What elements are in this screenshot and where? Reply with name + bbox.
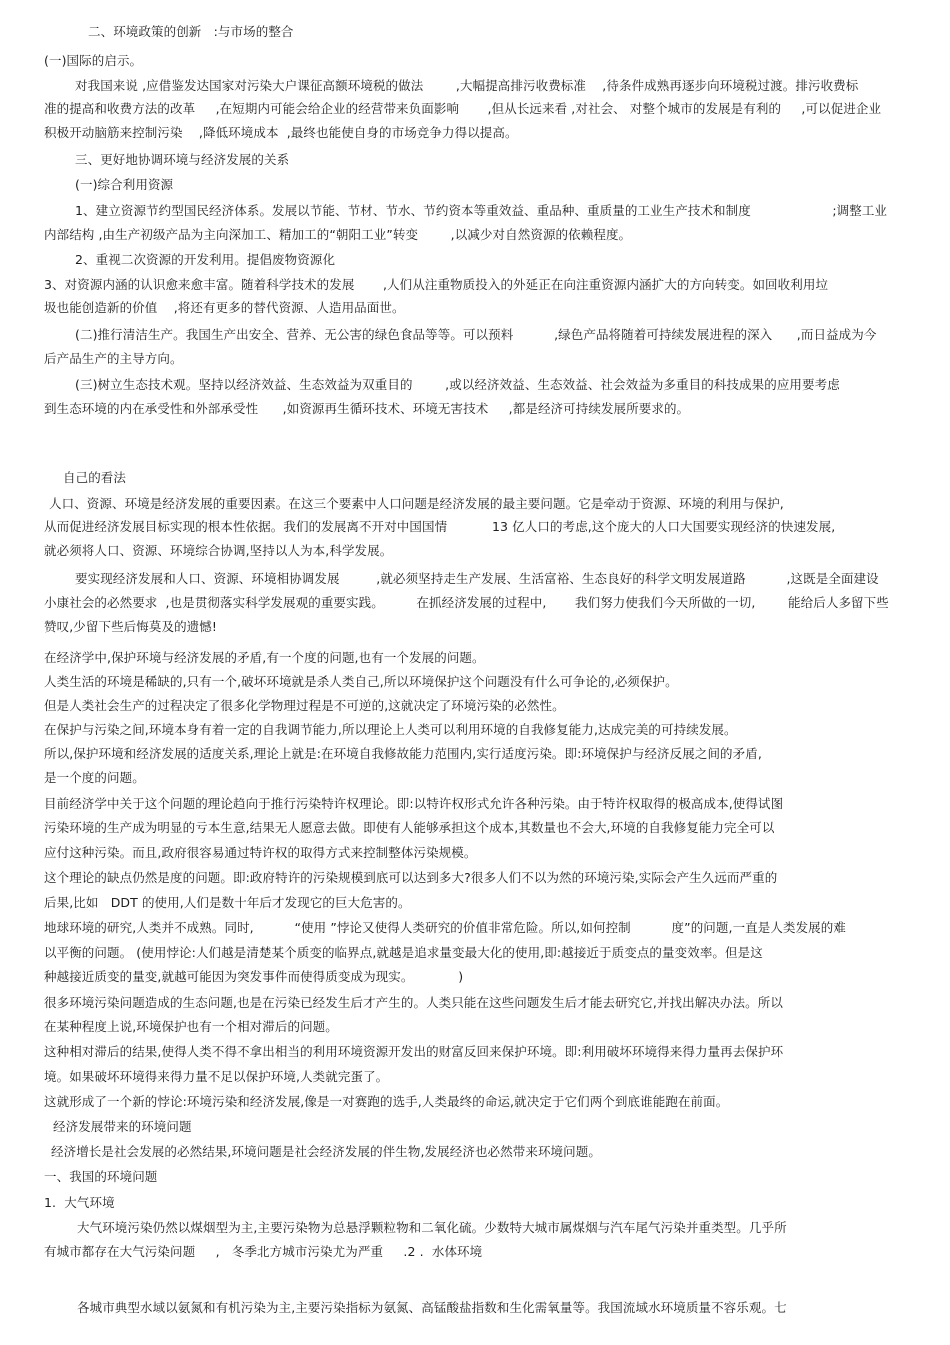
text-line: 但是人类社会生产的过程决定了很多化学物理过程是不可逆的,这就决定了环境污染的必然性。 xyxy=(44,698,565,713)
text-line: 各城市典型水域以氨氮和有机污染为主,主要污染指标为氨氮、高锰酸盐指数和生化需氧量等。我国流域水环境质量不容乐观。七 xyxy=(77,1300,787,1315)
text-line: 小康社会的必然要求 ,也是贯彻落实科学发展观的重要实践。 在抓经济发展的过程中, 我们努力使我们今天所做的一切, 能给后人多留下些 xyxy=(44,595,889,610)
text-line: 后果,比如 DDT 的使用,人们是数十年后才发现它的巨大危害的。 xyxy=(44,895,411,910)
text-line: 到生态环境的内在承受性和外部承受性 ,如资源再生循环技术、环境无害技术 ,都是经济可持续发展所要求的。 xyxy=(44,401,690,416)
text-line: 积极开动脑筋来控制污染 ,降低环境成本 ,最终也能使自身的市场竞争力得以提高。 xyxy=(44,125,518,140)
text-line: 赞叹,少留下些后悔莫及的遗憾! xyxy=(44,619,217,634)
text-line: 一、我国的环境问题 xyxy=(44,1169,158,1184)
text-line: (三)树立生态技术观。坚持以经济效益、生态效益为双重目的 ,或以经济效益、生态效益、社会效益为多重目的科技成果的应用要考虑 xyxy=(75,377,840,392)
text-line: 这就形成了一个新的悖论:环境污染和经济发展,像是一对赛跑的选手,人类最终的命运,就决定于它们两个到底谁能跑在前面。 xyxy=(44,1094,729,1109)
text-line: 就必须将人口、资源、环境综合协调,坚持以人为本,科学发展。 xyxy=(44,543,393,558)
text-line: 在经济学中,保护环境与经济发展的矛盾,有一个度的问题,也有一个发展的问题。 xyxy=(44,650,485,665)
text-line: 3、对资源内涵的认识愈来愈丰富。随着科学技术的发展 ,人们从注重物质投入的外延正在向注重资源内涵扩大的方向转变。如回收利用垃 xyxy=(44,277,829,292)
text-line: 大气环境污染仍然以煤烟型为主,主要污染物为总悬浮颗粒物和二氧化硫。少数特大城市属煤烟与汽车尾气污染并重类型。几乎所 xyxy=(77,1220,787,1235)
text-line: 以平衡的问题。 (使用悖论:人们越是清楚某个质变的临界点,就越是追求量变最大化的使用,即:越接近于质变点的量变效率。但是这 xyxy=(44,945,763,960)
text-line: (二)推行清洁生产。我国生产出安全、营养、无公害的绿色食品等等。可以预料 ,绿色产品将随着可持续发展进程的深入 ,而日益成为今 xyxy=(75,327,877,342)
text-line: 是一个度的问题。 xyxy=(44,770,145,785)
text-line: 准的提高和收费方法的改革 ,在短期内可能会给企业的经营带来负面影响 ,但从长远来看 ,对社会、 对整个城市的发展是有利的 ,可以促进企业 xyxy=(44,101,882,116)
text-line: 从而促进经济发展目标实现的根本性依据。我们的发展离不开对中国国情 13 亿人口的考虑,这个庞大的人口大国要实现经济的快速发展, xyxy=(44,519,836,534)
text-line: 地球环境的研究,人类并不成熟。同时, “使用 ”悖论又使得人类研究的价值非常危险。所以,如何控制 度”的问题,一直是人类发展的难 xyxy=(44,920,846,935)
text-line: 三、更好地协调环境与经济发展的关系 xyxy=(75,152,290,167)
text-line: 在保护与污染之间,环境本身有着一定的自我调节能力,所以理论上人类可以利用环境的自我修复能力,达成完美的可持续发展。 xyxy=(44,722,737,737)
text-line: 人口、资源、环境是经济发展的重要因素。在这三个要素中人口问题是经济发展的最主要问题。它是牵动于资源、环境的利用与保护, xyxy=(49,496,784,511)
text-line: (一)国际的启示。 xyxy=(44,53,143,68)
text-line: (一)综合利用资源 xyxy=(75,177,174,192)
text-line: 目前经济学中关于这个问题的理论趋向于推行污染特许权理论。即:以特许权形式允许各种污染。由于特许权取得的极高成本,使得试图 xyxy=(44,796,784,811)
text-line: 在某种程度上说,环境保护也有一个相对滞后的问题。 xyxy=(44,1019,338,1034)
text-line: 二、环境政策的创新 :与市场的整合 xyxy=(88,24,294,39)
text-line: 对我国来说 ,应借鉴发达国家对污染大户课征高额环境税的做法 ,大幅提高排污收费标准 ,待条件成熟再逐步向环境税过渡。排污收费标 xyxy=(75,78,859,93)
text-line: 圾也能创造新的价值 ,将还有更多的替代资源、人造用品面世。 xyxy=(44,300,405,315)
text-line: 内部结构 ,由生产初级产品为主向深加工、精加工的“朝阳工业”转变 ,以减少对自然资源的依赖程度。 xyxy=(44,227,632,242)
text-line: 境。如果破坏环境得来得力量不足以保护环境,人类就完蛋了。 xyxy=(44,1069,389,1084)
text-line: 后产品生产的主导方向。 xyxy=(44,351,183,366)
text-line: 人类生活的环境是稀缺的,只有一个,破坏环境就是杀人类自己,所以环境保护这个问题没有什么可争论的,必须保护。 xyxy=(44,674,678,689)
text-line: 1. 大气环境 xyxy=(44,1195,115,1210)
text-line: 种越接近质变的量变,就越可能因为突发事件而使得质变成为现实。 ) xyxy=(44,969,464,984)
text-line: 1、建立资源节约型国民经济体系。发展以节能、节材、节水、节约资本等重效益、重品种、重质量的工业生产技术和制度 ;调整工业 xyxy=(75,203,888,218)
text-line: 应付这种污染。而且,政府很容易通过特许权的取得方式来控制整体污染规模。 xyxy=(44,845,477,860)
text-line: 污染环境的生产成为明显的亏本生意,结果无人愿意去做。即使有人能够承担这个成本,其数量也不会大,环境的自我修复能力完全可以 xyxy=(44,820,775,835)
text-line: 有城市都存在大气污染问题 , 冬季北方城市污染尤为严重 .2 . 水体环境 xyxy=(44,1244,483,1259)
text-line: 这种相对滞后的结果,使得人类不得不拿出相当的利用环境资源开发出的财富反回来保护环境。即:利用破坏环境得来得力量再去保护环 xyxy=(44,1044,784,1059)
text-line: 自己的看法 xyxy=(63,470,127,485)
text-line: 很多环境污染问题造成的生态问题,也是在污染已经发生后才产生的。人类只能在这些问题发生后才能去研究它,并找出解决办法。所以 xyxy=(44,995,783,1010)
text-line: 2、重视二次资源的开发利用。提倡废物资源化 xyxy=(75,252,336,267)
text-line: 所以,保护环境和经济发展的适度关系,理论上就是:在环境自我修故能力范围内,实行适度污染。即:环境保护与经济反展之间的矛盾, xyxy=(44,746,762,761)
text-line: 要实现经济发展和人口、资源、环境相协调发展 ,就必须坚持走生产发展、生活富裕、生态良好的科学文明发展道路 ,这既是全面建设 xyxy=(75,571,879,586)
text-line: 经济发展带来的环境问题 xyxy=(53,1119,192,1134)
text-line: 这个理论的缺点仍然是度的问题。即:政府特许的污染规模到底可以达到多大?很多人们不以为然的环境污染,实际会产生久远而严重的 xyxy=(44,870,778,885)
text-line: 经济增长是社会发展的必然结果,环境问题是社会经济发展的伴生物,发展经济也必然带来环境问题。 xyxy=(51,1144,601,1159)
